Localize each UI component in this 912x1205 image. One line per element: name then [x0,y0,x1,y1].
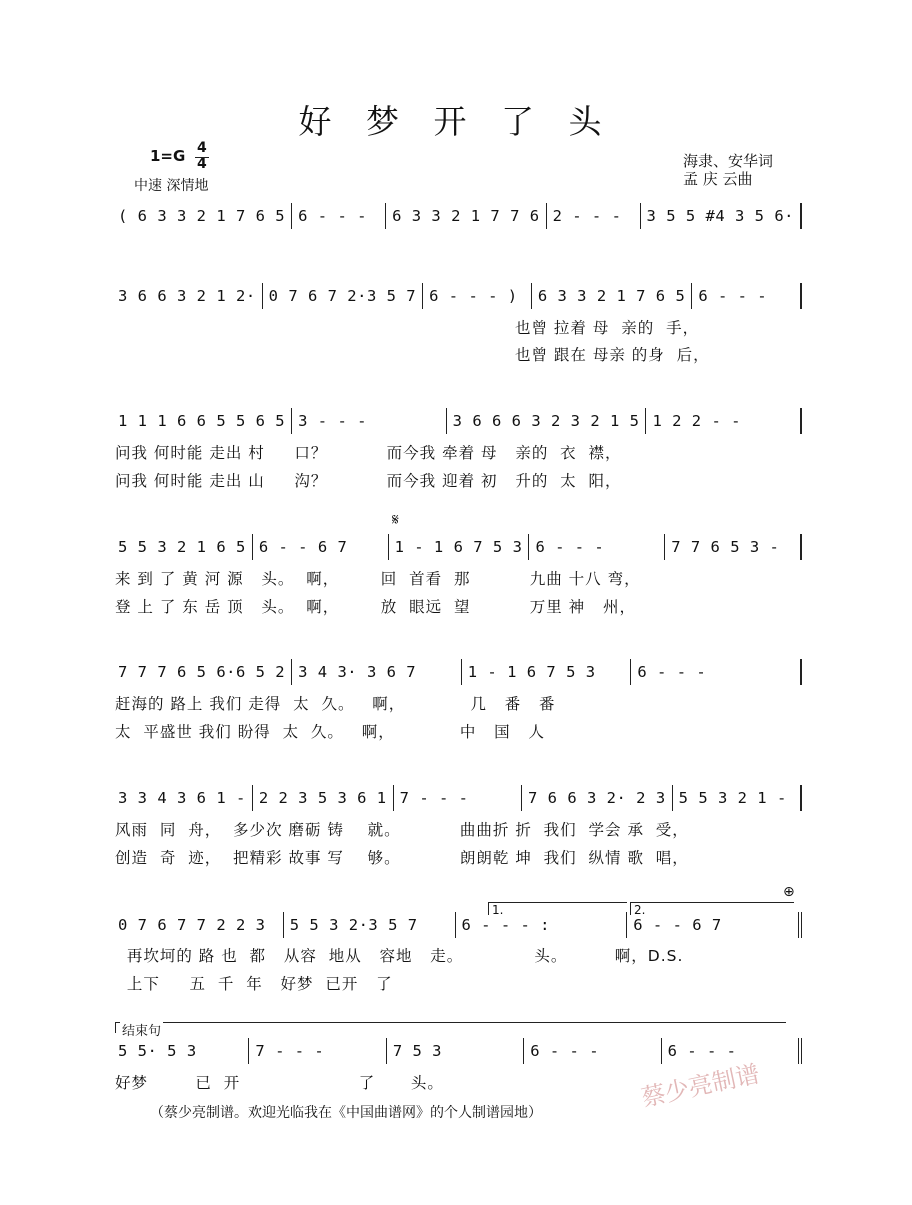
measure: 6 - - - ) [422,283,531,309]
measure: 3 4 3· 3 6 7 [291,659,461,685]
lyric-line: 也曾 拉着 母 亲的 手， [515,319,700,337]
lyric-line: 赶海的 路上 我们 走得 太 久。 啊， 几 番 番 [115,695,556,713]
measure: 6 - - - [630,659,802,685]
tempo-marking: 中速 深情地 [134,178,209,194]
measure: 1 - 1 6 7 5 3 [388,534,529,560]
measure: 1 - 1 6 7 5 3 [461,659,631,685]
measure: 7 7 7 6 5 6·6 5 2 [118,663,286,681]
first-ending-bracket: 1. [488,902,627,915]
time-signature-top: 4 [197,140,207,156]
coda-sign: ⊕ [783,884,795,900]
measure: 0 7 6 7 7 2 2 3 [118,916,266,934]
time-signature-bottom: 4 [197,156,207,172]
lyricist-credit: 海隶、安华词 [683,152,774,170]
score-row-3 [112,406,802,436]
measure: 7 5 3 [386,1038,523,1064]
measure: 5 5· 5 3 [118,1042,197,1060]
measure: 7 - - - [393,785,521,811]
ending-bracket [115,1022,786,1033]
measure: 7 7 6 5 3 - [664,534,802,560]
lyric-line: 上下 五 千 年 好梦 已开 了 [115,975,393,993]
key-signature: 1=G [150,147,186,165]
score-row-1 [112,201,802,231]
lyric-line: 再坎坷的 路 也 都 从容 地从 容地 走。 头。 啊，D.S. [115,947,684,965]
measure: 1 2 2 - - [645,408,802,434]
score-row-2 [112,281,802,311]
score-row-7 [112,910,802,940]
lyric-line: 太 平盛世 我们 盼得 太 久。 啊， 中 国 人 [115,723,545,741]
footer-credit: （蔡少亮制谱。欢迎光临我在《中国曲谱网》的个人制谱园地） [150,1105,542,1121]
score-row-5 [112,657,802,687]
measure: 5 5 3 2 1 6 5 [118,538,246,556]
lyric-line: 好梦 已 开 了 头。 [115,1074,444,1092]
measure: 1 1 1 6 6 5 5 6 5 [118,412,286,430]
measure: 3 - - - [291,408,446,434]
measure: 6 - - 6 7 [252,534,388,560]
score-row-8 [112,1036,802,1066]
page-title: 好 梦 开 了 头 [298,102,614,141]
measure: 6 - - - [528,534,664,560]
measure: 6 - - - [291,203,385,229]
composer-credit: 孟 庆 云曲 [683,170,753,188]
measure: 7 6 6 3 2· 2 3 [521,785,672,811]
measure: 7 - - - [248,1038,385,1064]
lyric-line: 创造 奇 迹， 把精彩 故事 写 够。 朗朗乾 坤 我们 纵情 歌 唱， [115,849,689,867]
score-row-4 [112,532,802,562]
measure: 3 6 6 6 3 2 3 2 1 5 [446,408,646,434]
measure: 6 3 3 2 1 7 6 5 [531,283,691,309]
measure: 6 - - - : [455,912,627,938]
measure: 5 5 3 2 1 - [672,785,802,811]
lyric-line: 登 上 了 东 岳 顶 头。 啊， 放 眼远 望 万里 神 州， [115,598,636,616]
ending-label: 结束句 [120,1020,163,1039]
measure: 6 - - - [523,1038,660,1064]
measure: 6 - - 6 7 [626,912,802,938]
lyric-line: 问我 何时能 走出 山 沟？ 而今我 迎着 初 升的 太 阳， [115,472,622,490]
lyric-line: 也曾 跟在 母亲 的身 后， [515,346,710,364]
measure: 6 - - - [661,1038,802,1064]
watermark-text: 蔡少亮制谱 [638,1059,763,1113]
measure: 2 - - - [546,203,640,229]
measure: 0 7 6 7 2·3 5 7 [262,283,422,309]
measure: 6 3 3 2 1 7 7 6 [385,203,545,229]
measure: 3 6 6 3 2 1 2· [118,287,256,305]
lyric-line: 问我 何时能 走出 村 口？ 而今我 牵着 母 亲的 衣 襟， [115,444,622,462]
measure: 2 2 3 5 3 6 1 [252,785,393,811]
second-ending-bracket: 2. [630,902,794,915]
score-row-6 [112,783,802,813]
lyric-line: 风雨 同 舟， 多少次 磨砺 铸 就。 曲曲折 折 我们 学会 承 受， [115,821,689,839]
measure: 3 3 4 3 6 1 - [118,789,246,807]
measure: 5 5 3 2·3 5 7 [283,912,455,938]
measure: 3 5 5 #4 3 5 6· [640,203,802,229]
measure: 6 - - - [691,283,802,309]
lyric-line: 来 到 了 黄 河 源 头。 啊， 回 首看 那 九曲 十八 弯， [115,570,641,588]
measure: ( 6 3 3 2 1 7 6 5 [118,207,286,225]
segno-sign: 𝄋 [392,510,399,529]
